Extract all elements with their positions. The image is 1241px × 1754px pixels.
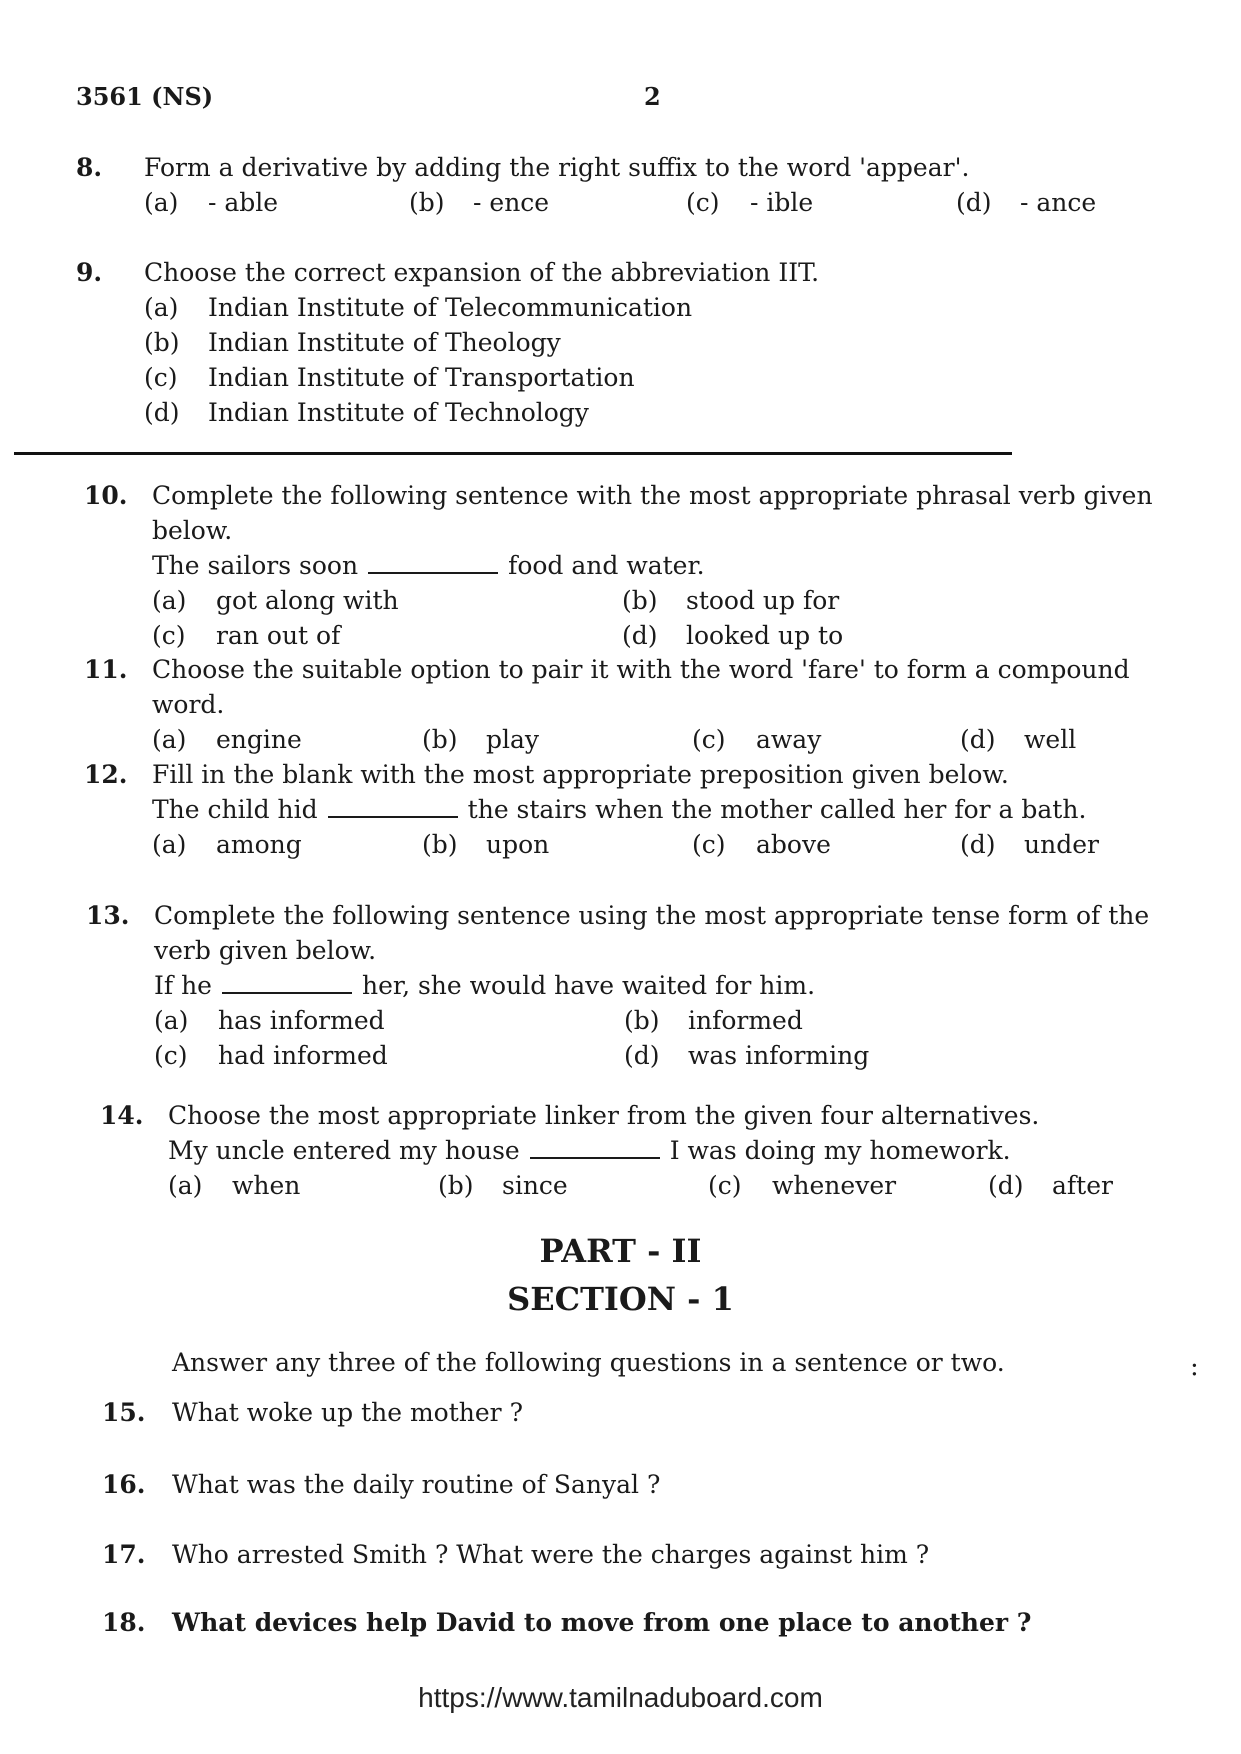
option-c: (c) above <box>692 830 831 859</box>
page-header <box>76 82 1165 114</box>
footer-url[interactable]: https://www.tamilnaduboard.com <box>418 1682 823 1713</box>
question-number: 11. <box>84 655 128 684</box>
question-sentence: The child hid the stairs when the mother called her for a bath. <box>152 795 1087 824</box>
question-number: 14. <box>100 1101 144 1130</box>
margin-mark: : <box>1190 1352 1199 1382</box>
option-b: (b) since <box>438 1171 568 1200</box>
option-c: (c) ran out of <box>152 621 341 650</box>
question-number: 10. <box>84 481 128 510</box>
option-b: (b) informed <box>624 1006 803 1035</box>
option-a: (a) Indian Institute of Telecommunication <box>144 293 693 322</box>
question-18: 18. What devices help David to move from one place to another ? <box>102 1608 1032 1637</box>
question-15: 15. What woke up the mother ? <box>102 1398 523 1427</box>
question-14 <box>100 1098 1200 1203</box>
option-b: (b) play <box>422 725 540 754</box>
option-d: (d) under <box>960 830 1099 859</box>
question-number: 13. <box>86 901 130 930</box>
option-c: (c) Indian Institute of Transportation <box>144 363 635 392</box>
question-sentence: If he her, she would have waited for him. <box>154 971 816 1000</box>
option-a: (a) - able <box>144 188 279 217</box>
question-8 <box>76 150 1176 220</box>
question-13 <box>86 898 1186 1073</box>
option-d: (d) well <box>960 725 1077 754</box>
answer-blank <box>328 794 458 818</box>
question-stem: Complete the following sentence using the most appropriate tense form of the verb given below. <box>154 901 1150 965</box>
part-title: PART - II <box>539 1232 702 1270</box>
paper-code: 3561 (NS) <box>76 82 214 111</box>
option-a: (a) got along with <box>152 586 399 615</box>
question-stem: Choose the correct expansion of the abbreviation IIT. <box>144 258 820 287</box>
section-instruction: Answer any three of the following questions in a sentence or two. <box>172 1348 1005 1377</box>
option-c: (c) - ible <box>686 188 814 217</box>
question-16: 16. What was the daily routine of Sanyal ? <box>102 1470 661 1499</box>
option-d: (d) was informing <box>624 1041 870 1070</box>
option-b: (b) upon <box>422 830 550 859</box>
section-title: SECTION - 1 <box>507 1280 734 1318</box>
option-d: (d) - ance <box>956 188 1097 217</box>
question-number: 8. <box>76 153 103 182</box>
page-number: 2 <box>644 82 661 111</box>
option-a: (a) when <box>168 1171 301 1200</box>
question-10 <box>84 478 1204 653</box>
question-9 <box>76 255 1176 430</box>
option-a: (a) engine <box>152 725 302 754</box>
option-b: (b) - ence <box>409 188 550 217</box>
option-d: (d) Indian Institute of Technology <box>144 398 589 427</box>
option-c: (c) whenever <box>708 1171 897 1200</box>
option-a: (a) has informed <box>154 1006 385 1035</box>
option-d: (d) looked up to <box>622 621 844 650</box>
option-d: (d) after <box>988 1171 1113 1200</box>
answer-blank <box>530 1135 660 1159</box>
question-stem: Form a derivative by adding the right suffix to the word 'appear'. <box>144 153 970 182</box>
question-stem: Complete the following sentence with the most appropriate phrasal verb given below. <box>152 481 1153 545</box>
section-divider <box>14 452 1012 455</box>
option-b: (b) stood up for <box>622 586 840 615</box>
question-stem: Choose the most appropriate linker from the given four alternatives. <box>168 1101 1040 1130</box>
question-11 <box>84 652 1204 757</box>
question-sentence: My uncle entered my house I was doing my homework. <box>168 1136 1011 1165</box>
question-17: 17. Who arrested Smith ? What were the charges against him ? <box>102 1540 930 1569</box>
question-stem: Choose the suitable option to pair it with the word 'fare' to form a compound word. <box>152 655 1130 719</box>
question-12 <box>84 757 1204 862</box>
answer-blank <box>222 970 352 994</box>
option-a: (a) among <box>152 830 302 859</box>
option-b: (b) Indian Institute of Theology <box>144 328 561 357</box>
question-sentence: The sailors soon food and water. <box>152 551 705 580</box>
answer-blank <box>368 550 498 574</box>
option-c: (c) had informed <box>154 1041 388 1070</box>
question-number: 12. <box>84 760 128 789</box>
question-number: 9. <box>76 258 103 287</box>
question-stem: Fill in the blank with the most appropriate preposition given below. <box>152 760 1009 789</box>
option-c: (c) away <box>692 725 822 754</box>
